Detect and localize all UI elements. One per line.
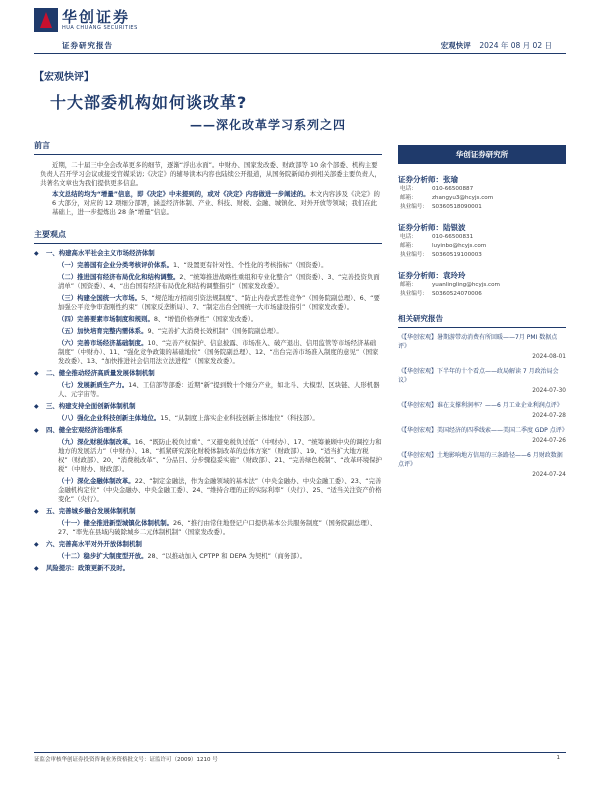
- analyst-email[interactable]: 邮箱： luyinbo@hcyjs.com: [400, 243, 487, 249]
- bullet-icon: [46, 438, 58, 474]
- point-item: [34, 315, 382, 324]
- preface-bold-text: 本文总结的均为“增量”信息，即《决定》中未提到的，或对《决定》内容做进一步阐述的。: [52, 190, 310, 198]
- related-date: 2024-07-28: [532, 413, 566, 419]
- header-meta: [441, 40, 552, 51]
- report-type: 证券研究报告: [62, 41, 113, 50]
- analyst-email[interactable]: 邮箱： yuanlingling@hcyjs.com: [400, 282, 500, 288]
- footer-text: 证监会审核华创证券投资咨询业务资格批文号：证监许可（2009）1210 号: [34, 757, 218, 763]
- point-text: （六）完善市场经济基础制度。10、“完善产权保护、信息披露、市场准入、破产退出、信用监管等市场经济基础制度”（中财办）、11、“强化竞争政策的基础地位”（国务院副总理）、12、“出台完善市场准入制度的意见”（国家发改委）、13、“加快推进社会信用法立法进程”（国家发改委）。: [58, 339, 379, 365]
- point-text: 五、完善城乡融合发展体制机制: [46, 507, 136, 515]
- analyst-name: 证券分析师：袁玲玲: [398, 271, 466, 280]
- point-text: 一、构建高水平社会主义市场经济体制: [46, 249, 155, 257]
- sidebar: [398, 145, 566, 480]
- page-subtitle: ——深化改革学习系列之四: [190, 118, 347, 132]
- bullet-icon: ◆: [34, 508, 39, 515]
- point-heading: [34, 507, 382, 516]
- preface-paragraph-2: [34, 190, 382, 217]
- point-text: （三）构建全国统一大市场。5、“规范地方招商引资法规制度”、“防止内卷式恶性竞争”（国务院副总理）、6、“要加强公平竞争审查刚性约束”（国家反垄断局）、7、“制定出台全国统一大市场建设指引”（国家发改委）。: [58, 294, 380, 311]
- related-title[interactable]: 《【华创宏观】下半年的十个看点——政局解读 7 月政治局会议》: [398, 368, 559, 384]
- points-heading: 主要观点: [34, 229, 382, 244]
- analyst-email[interactable]: 邮箱： zhangyu3@hcyjs.com: [400, 195, 494, 201]
- bullet-icon: ◆: [34, 565, 39, 572]
- logo-icon: [34, 8, 58, 32]
- point-heading: [34, 369, 382, 378]
- point-item: [34, 552, 382, 561]
- brand-name-en: HUA CHUANG SECURITIES: [62, 24, 138, 31]
- bullet-icon: [46, 327, 58, 336]
- point-item: [34, 519, 382, 537]
- point-heading: [34, 426, 382, 435]
- company-logo: [34, 8, 138, 32]
- point-item: [34, 294, 382, 312]
- bullet-icon: [46, 477, 58, 504]
- preface-paragraph: 近期，二十届三中全会改革更多的细节，逐渐“浮出水面”。中财办、国家发改委、财政部等 10 余个部委、机构主要负责人召开学习会议或接受官媒采访;《决定》的辅导读本内容也陆续公开报道，从国务院新闻办到相关部委主要负责人，共著名文章也为我们提供更多信息。: [40, 161, 381, 187]
- point-text: 四、健全宏观经济治理体系: [46, 426, 123, 434]
- point-heading: [34, 540, 382, 549]
- related-date: 2024-07-30: [532, 388, 566, 394]
- analyst-card: [398, 270, 566, 299]
- institute-banner: 华创证券研究所: [398, 145, 566, 164]
- analyst-cert: 执业编号： S0360518090001: [400, 204, 482, 210]
- bullet-icon: [46, 339, 58, 366]
- bullet-icon: ◆: [34, 370, 39, 377]
- related-title[interactable]: 《【华创宏观】土地影响地方信用的三条路径——6 月财政数据点评》: [398, 452, 563, 468]
- related-report[interactable]: [398, 451, 566, 480]
- point-heading: [34, 249, 382, 258]
- preface-heading: 前言: [34, 140, 382, 155]
- related-date: 2024-07-24: [532, 472, 566, 478]
- bullet-icon: [46, 519, 58, 537]
- points-list: [34, 249, 382, 573]
- analyst-card: [398, 174, 566, 212]
- bullet-icon: [46, 381, 58, 399]
- point-text: （四）完善要素市场制度和规则。8、“增值价格弹性”（国家发改委）。: [58, 315, 258, 323]
- related-report[interactable]: [398, 401, 566, 421]
- related-list: [398, 333, 566, 480]
- point-text: 风险提示：政策更新不及时。: [46, 564, 130, 572]
- bullet-icon: [46, 294, 58, 312]
- header-divider: [34, 53, 566, 54]
- analyst-phone: 电话： 010-66500887: [400, 186, 474, 192]
- related-heading: 相关研究报告: [398, 313, 566, 328]
- point-item: [34, 339, 382, 366]
- point-item: [34, 438, 382, 474]
- point-text: 六、完善高水平对外开放体制机制: [46, 540, 142, 548]
- brand-name-cn: 华创证券: [62, 7, 131, 26]
- bullet-icon: ◆: [34, 427, 39, 434]
- related-report[interactable]: [398, 426, 566, 446]
- point-text: 二、健全推动经济高质量发展体制机制: [46, 369, 155, 377]
- point-heading: [34, 402, 382, 411]
- point-item: [34, 381, 382, 399]
- report-tag: 【宏观快评】: [34, 72, 94, 83]
- bullet-icon: [46, 414, 58, 423]
- preface-body-text: 本文内容涉及《决定》的 6 大部分，对应的 12 项细分部署，涵盖经济体制、产业、科技、财税、金融、城镇化、对外开放等领域；我们在此基础上，进一步提炼出 28 条“增量”信息。: [52, 190, 380, 216]
- related-date: 2024-07-26: [532, 438, 566, 444]
- bullet-icon: ◆: [34, 403, 39, 410]
- point-text: 三、构建支持全面创新体制机制: [46, 402, 136, 410]
- point-text: （八）强化企业科技创新主体地位。15、“从制度上落实企业科技创新主体地位”（科技部）。: [58, 414, 319, 422]
- point-item: [34, 261, 382, 270]
- analyst-phone: 电话： 010-66500831: [400, 234, 474, 240]
- point-item: [34, 327, 382, 336]
- related-title[interactable]: 《【华创宏观】谁在支撑利润率？——6 月工业企业利润点评》: [398, 402, 563, 409]
- analyst-cert: 执业编号： S0360519100003: [400, 252, 482, 258]
- point-text: （一）完善国有企业分类考核评价体系。1、“设置更有针对性、个性化的考核指标”（国资委）。: [58, 261, 328, 269]
- analyst-list: [398, 174, 566, 299]
- related-report[interactable]: [398, 333, 566, 362]
- point-text: （五）加快培育完整内需体系。9、“完善扩大消费长效机制”（国务院副总理）。: [58, 327, 283, 335]
- analyst-card: [398, 222, 566, 260]
- point-text: （七）发展新质生产力。14、工信部等部委：近期“新”提到数十个细分产业，如北斗、大模型、区块链、人形机器人、元宇宙等。: [58, 381, 380, 398]
- bullet-icon: ◆: [34, 250, 39, 257]
- report-date: 2024 年 08 月 02 日: [479, 41, 552, 50]
- point-item: [34, 273, 382, 291]
- point-text: （十）深化金融体制改革。22、“制定金融法，作为金融领域的基本法”（中央金融办、中央金融工委）、23、“完善金融机构定位”（中央金融办、中央金融工委）、24、“维持合理的正的实际利率”（央行）、25、“适当关注资产价格变化”（央行）。: [58, 477, 382, 503]
- point-text: （九）深化财税体制改革。16、“既防止税负过重”、“又避免税负过低”（中财办）、17、“统筹兼顾中央的调控力和地方的发展活力”（中财办）、18、“抓紧研究深化财税体制改革的总体方案”（财政部）、19、“适当扩大地方税权”（财政部）、20、“消费税改革”、“分品目、分步骤稳妥实施”（财政部）、21、“完善绿色税制”、“改革环境保护税”（中财办、财政部）。: [58, 438, 382, 473]
- footer-divider: [34, 752, 566, 753]
- analyst-name: 证券分析师：陆银波: [398, 223, 466, 232]
- related-title[interactable]: 《【华创宏观】暑期游带动消费有所回暖——7月 PMI 数据点评》: [398, 334, 558, 350]
- page-number: 1: [556, 755, 560, 761]
- point-text: （二）推进国有经济布局优化和结构调整。2、“统筹推进战略性重组和专业化整合”（国资委）、3、“完善投资负面清单”（国资委）、4、“出台国有经济布局优化和结构调整指引”（国家发改委）。: [58, 273, 380, 290]
- analyst-name: 证券分析师：张瑜: [398, 175, 458, 184]
- analyst-cert: 执业编号： S0360524070006: [400, 291, 482, 297]
- bullet-icon: [46, 552, 58, 561]
- point-item: [34, 414, 382, 423]
- point-text: （十一）健全推进新型城镇化体制机制。26、“推行由常住地登记户口提供基本公共服务制度”（国务院副总理）、27、“率先在县域内破除城乡二元体制机制”（国家发改委）。: [58, 519, 377, 536]
- bullet-icon: ◆: [34, 541, 39, 548]
- point-heading: [34, 564, 382, 573]
- related-date: 2024-08-01: [532, 354, 566, 360]
- bullet-icon: [46, 261, 58, 270]
- main-column: [34, 140, 382, 576]
- point-item: [34, 477, 382, 504]
- bullet-icon: [46, 315, 58, 324]
- related-title[interactable]: 《【华创宏观】美国经济的四季线索——美国二季度 GDP 点评》: [398, 427, 568, 434]
- point-text: （十二）稳步扩大制度型开放。28、“以推动加入 CPTPP 和 DEPA 为契机”（商务部）。: [58, 552, 307, 560]
- related-report[interactable]: [398, 367, 566, 396]
- page-title: 十大部委机构如何谈改革?: [50, 93, 248, 112]
- report-category: 宏观快评: [440, 41, 471, 50]
- bullet-icon: [46, 273, 58, 291]
